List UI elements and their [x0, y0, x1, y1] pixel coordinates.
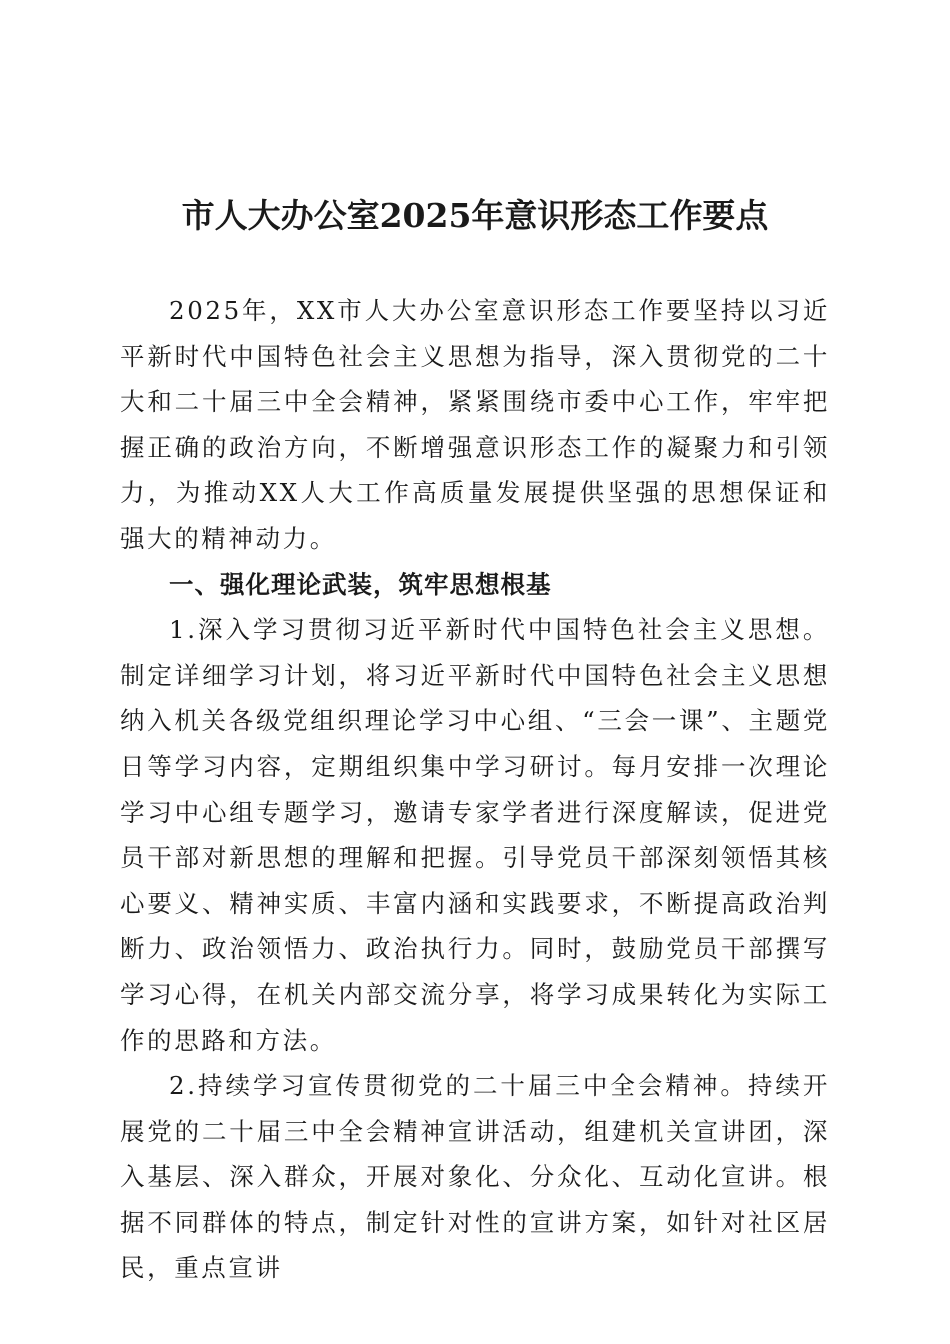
document-body — [120, 288, 830, 1291]
item-paragraph-1: 1.深入学习贯彻习近平新时代中国特色社会主义思想。制定详细学习计划，将习近平新时代中国特色社会主义思想纳入机关各级党组织理论学习中心组、“三会一课”、主题党日等学习内容，定期组织集中学习研讨。每月安排一次理论学习中心组专题学习，邀请专家学者进行深度解读，促进党员干部对新思想的理解和把握。引导党员干部深刻领悟其核心要义、精神实质、丰富内涵和实践要求，不断提高政治判断力、政治领悟力、政治执行力。同时，鼓励党员干部撰写学习心得，在机关内部交流分享，将学习成果转化为实际工作的思路和方法。 — [120, 615, 830, 1055]
item-paragraph-2: 2.持续学习宣传贯彻党的二十届三中全会精神。持续开展党的二十届三中全会精神宣讲活动，组建机关宣讲团，深入基层、深入群众，开展对象化、分众化、互动化宣讲。根据不同群体的特点，制定针对性的宣讲方案，如针对社区居民，重点宣讲 — [120, 1071, 830, 1283]
document-title: 市人大办公室2025年意识形态工作要点 — [181, 196, 769, 235]
intro-paragraph: 2025年，XX市人大办公室意识形态工作要坚持以习近平新时代中国特色社会主义思想为指导，深入贯彻党的二十大和二十届三中全会精神，紧紧围绕市委中心工作，牢牢把握正确的政治方向，不断增强意识形态工作的凝聚力和引领力，为推动XX人大工作高质量发展提供坚强的思想保证和强大的精神动力。 — [120, 296, 830, 553]
section-heading-1: 一、强化理论武装，筑牢思想根基 — [169, 569, 552, 599]
